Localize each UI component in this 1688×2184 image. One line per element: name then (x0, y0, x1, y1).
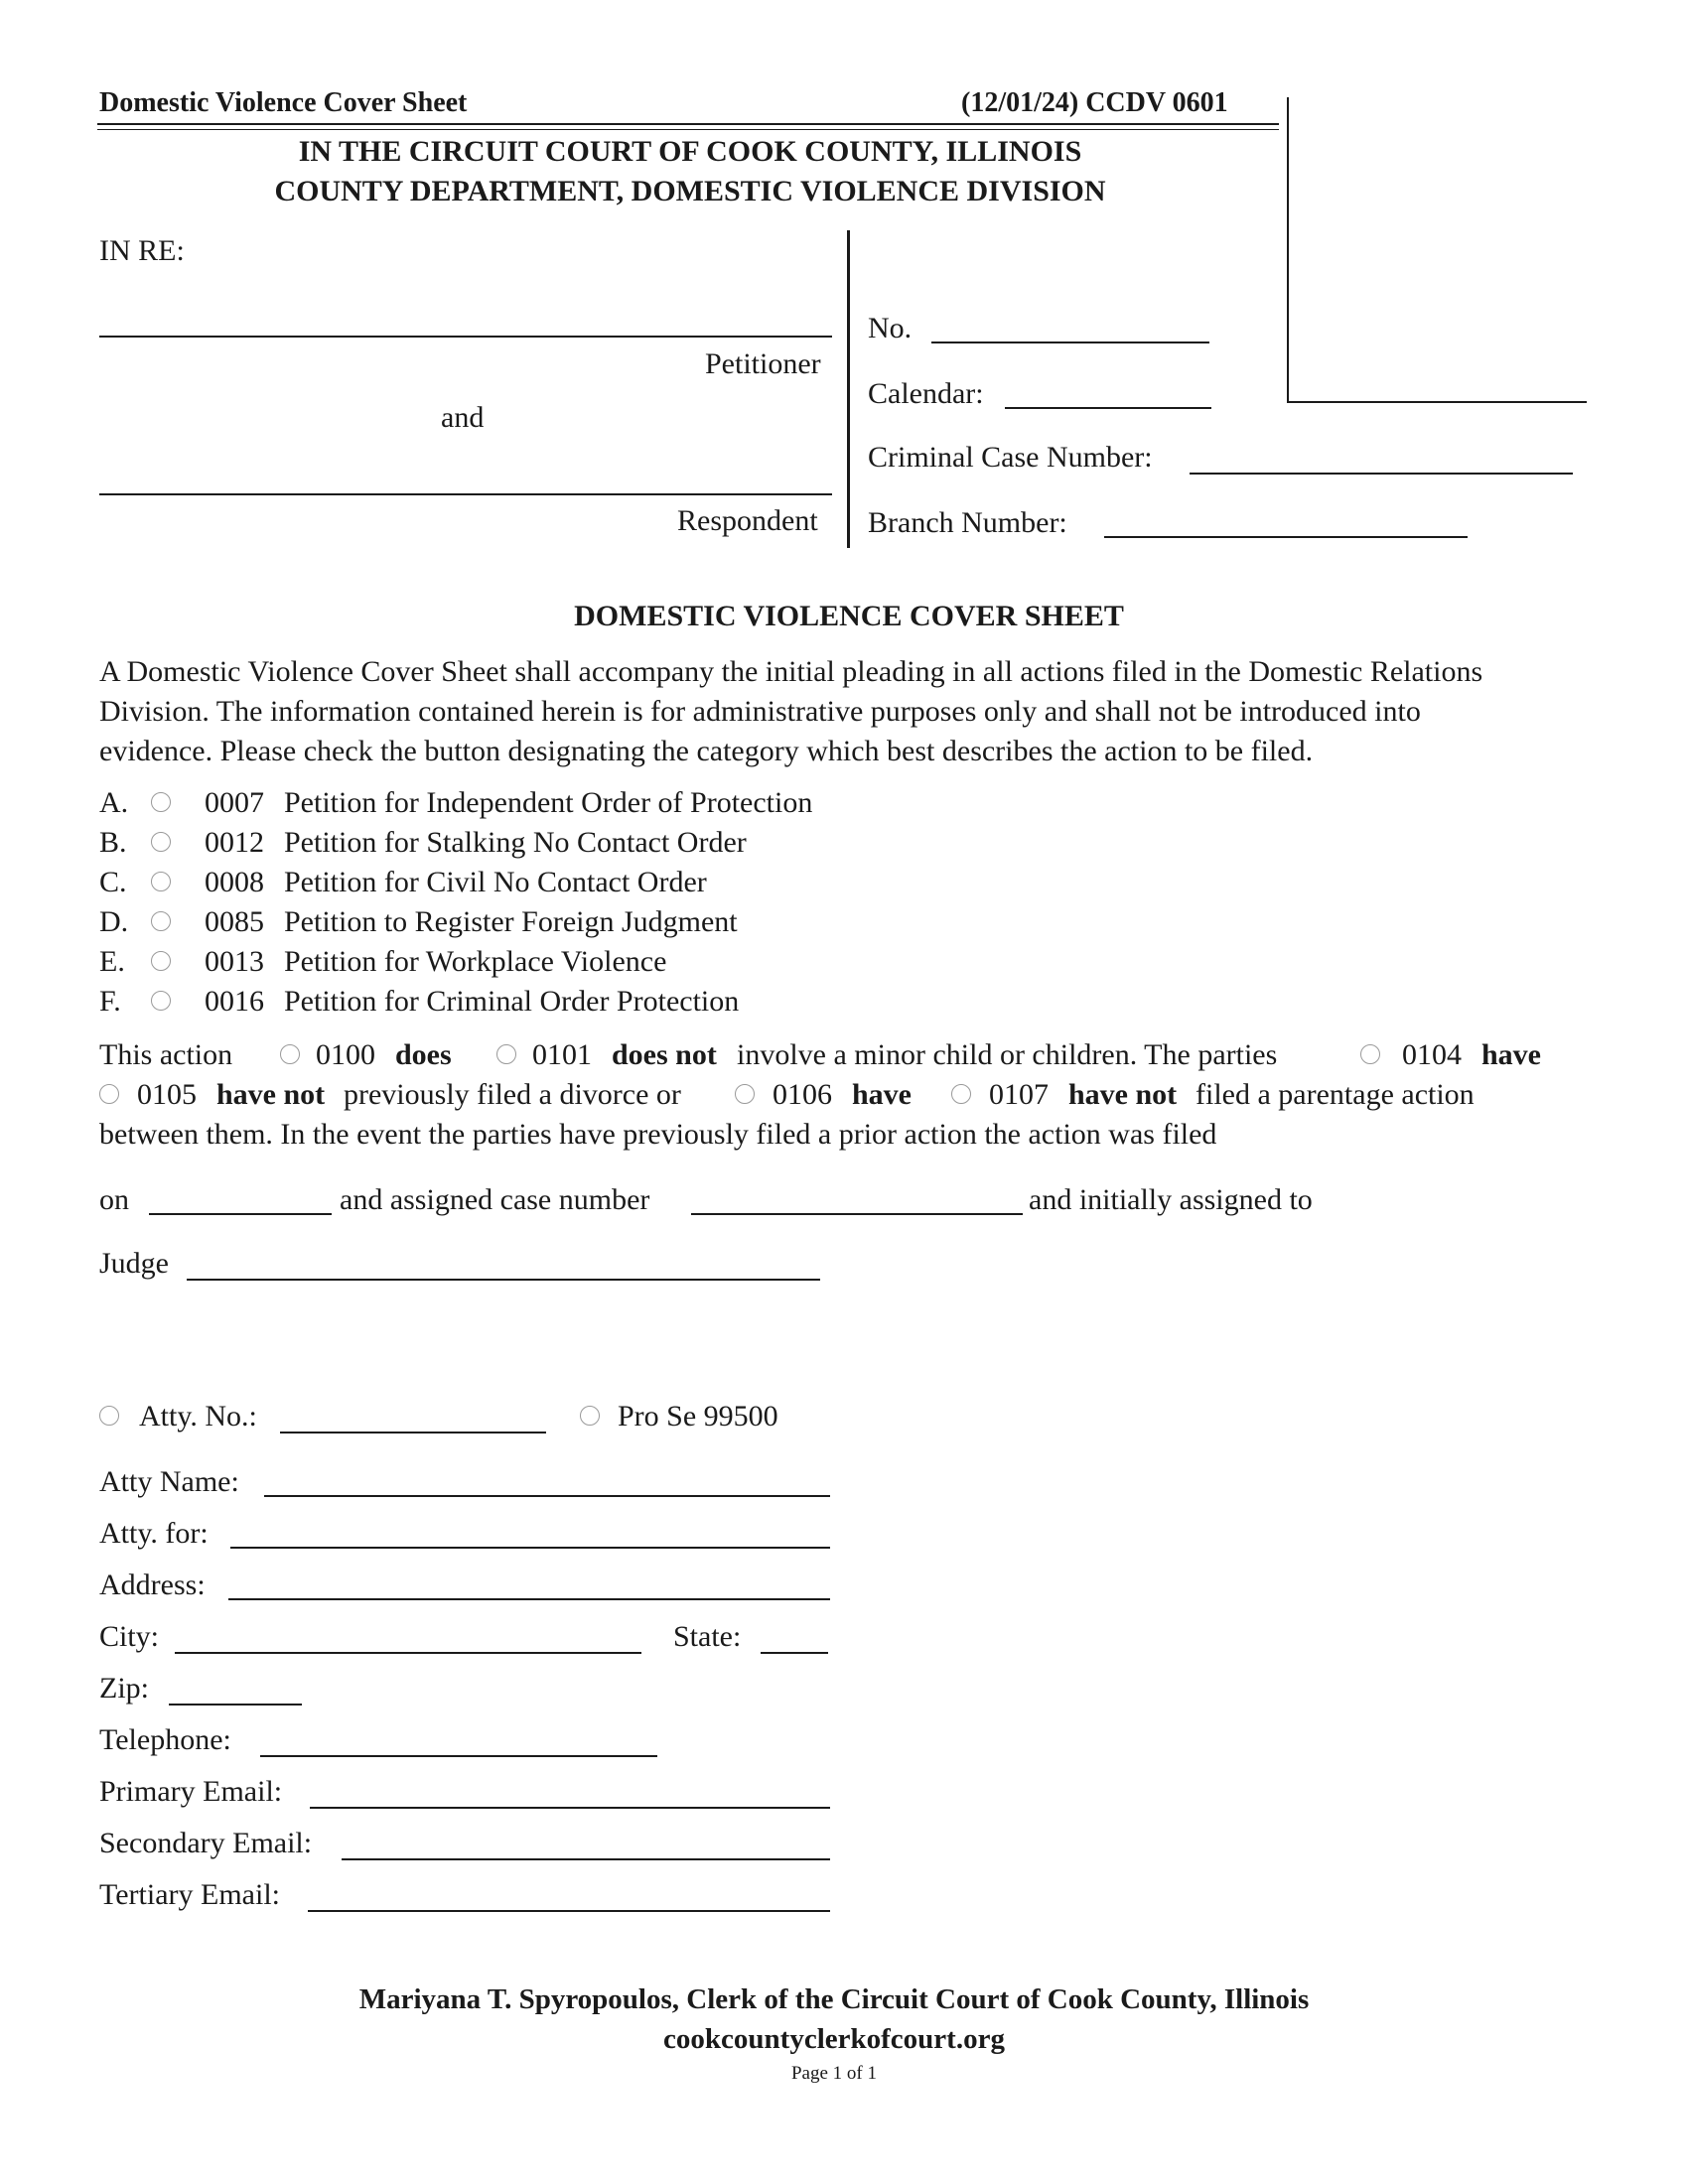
clerk-website[interactable]: cookcountyclerkofcourt.org (663, 2023, 1005, 2055)
does-label: does (395, 1038, 452, 1071)
primary-email-field[interactable] (310, 1807, 830, 1809)
court-line-1: IN THE CIRCUIT COURT OF COOK COUNTY, ILLINOIS (298, 135, 1082, 168)
address-label: Address: (99, 1569, 206, 1601)
initially-assigned-label: and initially assigned to (1029, 1183, 1313, 1216)
radio-atty-no[interactable] (99, 1406, 119, 1426)
form-name: Domestic Violence Cover Sheet (99, 87, 468, 118)
stamp-box-bottom (1287, 401, 1587, 403)
criminal-case-field[interactable] (1190, 473, 1573, 475)
caption-divider (847, 230, 850, 548)
category-label: Petition for Civil No Contact Order (284, 866, 707, 898)
zip-label: Zip: (99, 1672, 149, 1705)
category-radio[interactable] (151, 792, 171, 812)
code-0101: 0101 (532, 1038, 592, 1071)
respondent-line[interactable] (99, 493, 832, 495)
petitioner-label: Petitioner (705, 347, 821, 380)
in-re-label: IN RE: (99, 234, 185, 267)
radio-0105[interactable] (99, 1084, 119, 1104)
category-code: 0008 (205, 866, 264, 898)
tertiary-email-field[interactable] (308, 1910, 830, 1912)
form-number: (12/01/24) CCDV 0601 (961, 87, 1228, 118)
category-radio[interactable] (151, 991, 171, 1011)
involve-text: involve a minor child or children. The parties (737, 1038, 1278, 1071)
category-letter: D. (99, 905, 129, 938)
state-field[interactable] (761, 1652, 828, 1654)
category-radio[interactable] (151, 832, 171, 852)
state-label: State: (673, 1620, 742, 1653)
radio-0106[interactable] (735, 1084, 755, 1104)
judge-field[interactable] (187, 1279, 820, 1281)
category-label: Petition for Criminal Order Protection (284, 985, 740, 1018)
category-radio[interactable] (151, 911, 171, 931)
on-label: on (99, 1183, 129, 1216)
radio-0107[interactable] (951, 1084, 971, 1104)
this-action-label: This action (99, 1038, 233, 1071)
atty-no-field[interactable] (280, 1432, 546, 1433)
radio-0104[interactable] (1360, 1044, 1380, 1064)
primary-email-label: Primary Email: (99, 1775, 283, 1808)
intro-line-2: Division. The information contained herein is for administrative purposes only and shall not be introduced into (99, 695, 1421, 728)
category-label: Petition to Register Foreign Judgment (284, 905, 738, 938)
petitioner-line[interactable] (99, 336, 832, 338)
atty-for-field[interactable] (230, 1547, 830, 1549)
address-field[interactable] (228, 1598, 830, 1600)
parentage-text: filed a parentage action (1196, 1078, 1475, 1111)
category-code: 0007 (205, 786, 264, 819)
secondary-email-label: Secondary Email: (99, 1827, 313, 1859)
prev-divorce-text: previously filed a divorce or (344, 1078, 681, 1111)
calendar-label: Calendar: (868, 377, 984, 410)
code-0104: 0104 (1402, 1038, 1462, 1071)
prior-action-text: between them. In the event the parties have previously filed a prior action the action was filed (99, 1118, 1217, 1151)
category-letter: F. (99, 985, 121, 1018)
case-no-label: No. (868, 312, 913, 344)
respondent-label: Respondent (677, 504, 818, 537)
branch-number-label: Branch Number: (868, 506, 1067, 539)
category-letter: C. (99, 866, 127, 898)
have-label-2: have (852, 1078, 912, 1111)
atty-name-field[interactable] (264, 1495, 830, 1497)
radio-pro-se[interactable] (580, 1406, 600, 1426)
clerk-name: Mariyana T. Spyropoulos, Clerk of the Circuit Court of Cook County, Illinois (358, 1983, 1310, 2015)
prior-date-field[interactable] (149, 1213, 332, 1215)
category-code: 0085 (205, 905, 264, 938)
judge-label: Judge (99, 1247, 169, 1280)
intro-line-1: A Domestic Violence Cover Sheet shall accompany the initial pleading in all actions filed in the Domestic Relations (99, 655, 1483, 688)
zip-field[interactable] (169, 1704, 302, 1706)
secondary-email-field[interactable] (342, 1858, 830, 1860)
atty-for-label: Atty. for: (99, 1517, 209, 1550)
stamp-box-left (1287, 97, 1289, 403)
telephone-label: Telephone: (99, 1723, 231, 1756)
code-0105: 0105 (137, 1078, 197, 1111)
prior-case-number-field[interactable] (691, 1213, 1023, 1215)
document-title: DOMESTIC VIOLENCE COVER SHEET (574, 600, 1124, 632)
pro-se-label: Pro Se 99500 (618, 1400, 778, 1433)
radio-0101[interactable] (496, 1044, 516, 1064)
court-line-2: COUNTY DEPARTMENT, DOMESTIC VIOLENCE DIVISION (274, 175, 1106, 207)
category-letter: B. (99, 826, 127, 859)
category-label: Petition for Workplace Violence (284, 945, 667, 978)
radio-0100[interactable] (280, 1044, 300, 1064)
code-0100: 0100 (316, 1038, 375, 1071)
calendar-field[interactable] (1005, 407, 1211, 409)
does-not-label: does not (612, 1038, 717, 1071)
intro-line-3: evidence. Please check the button designating the category which best describes the action to be filed. (99, 735, 1314, 767)
have-not-label-2: have not (1068, 1078, 1178, 1111)
and-label: and (441, 401, 485, 434)
code-0107: 0107 (989, 1078, 1049, 1111)
category-radio[interactable] (151, 951, 171, 971)
assigned-case-label: and assigned case number (340, 1183, 650, 1216)
category-code: 0013 (205, 945, 264, 978)
header-rule (97, 123, 1279, 125)
case-no-field[interactable] (931, 341, 1209, 343)
category-label: Petition for Stalking No Contact Order (284, 826, 747, 859)
criminal-case-label: Criminal Case Number: (868, 441, 1153, 474)
category-code: 0012 (205, 826, 264, 859)
city-label: City: (99, 1620, 160, 1653)
atty-name-label: Atty Name: (99, 1465, 239, 1498)
category-code: 0016 (205, 985, 264, 1018)
category-label: Petition for Independent Order of Protection (284, 786, 813, 819)
page-number: Page 1 of 1 (790, 2063, 877, 2084)
have-not-label: have not (216, 1078, 326, 1111)
category-radio[interactable] (151, 872, 171, 891)
telephone-field[interactable] (260, 1755, 657, 1757)
category-letter: E. (99, 945, 125, 978)
branch-number-field[interactable] (1104, 536, 1468, 538)
city-field[interactable] (175, 1652, 641, 1654)
have-label: have (1481, 1038, 1541, 1071)
atty-no-label: Atty. No.: (139, 1400, 257, 1433)
header-rule-thin (97, 129, 1279, 130)
code-0106: 0106 (773, 1078, 832, 1111)
category-letter: A. (99, 786, 129, 819)
tertiary-email-label: Tertiary Email: (99, 1878, 280, 1911)
